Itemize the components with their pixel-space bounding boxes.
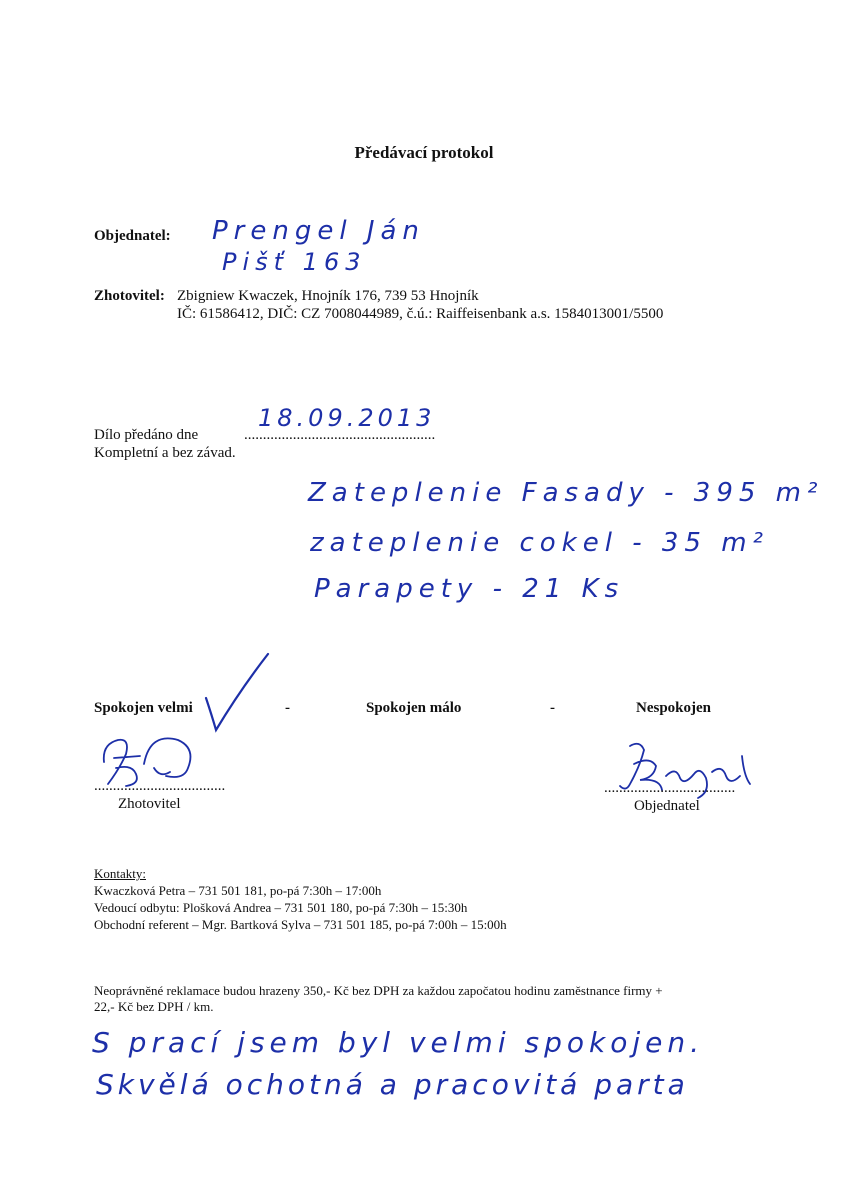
dilo-date-hand: 18.09.2013: [258, 404, 436, 432]
objednatel-label: Objednatel:: [94, 228, 171, 244]
zhotovitel-sign-dots: ...................................: [94, 778, 226, 794]
objednatel-hand-address: Pišť 163: [222, 248, 367, 276]
objednatel-hand-name: Prengel Ján: [212, 216, 425, 246]
satisfaction-dash-2: -: [550, 700, 555, 716]
work-item-1: Zateplenie Fasady - 395 m²: [308, 478, 824, 508]
satisfaction-dash-1: -: [285, 700, 290, 716]
document-title: Předávací protokol: [354, 143, 494, 162]
handwritten-comment-1: S prací jsem byl velmi spokojen.: [92, 1026, 705, 1059]
satisfaction-little: Spokojen málo: [366, 700, 462, 716]
handwritten-comment-2: Skvělá ochotná a pracovitá parta: [96, 1068, 689, 1101]
contact-line: Vedoucí odbytu: Plošková Andrea – 731 501 180, po-pá 7:30h – 15:30h: [94, 900, 468, 915]
notice-line-2: 22,- Kč bez DPH / km.: [94, 999, 214, 1014]
work-item-3: Parapety - 21 Ks: [314, 574, 625, 604]
objednatel-sign-label: Objednatel: [634, 798, 700, 814]
contacts-heading: Kontakty:: [94, 866, 146, 881]
zhotovitel-label: Zhotovitel:: [94, 288, 165, 304]
dilo-predano-label: Dílo předáno dne: [94, 427, 199, 443]
checkmark-icon: [200, 650, 280, 740]
zhotovitel-sign-label: Zhotovitel: [118, 796, 181, 812]
contact-line: Obchodní referent – Mgr. Bartková Sylva – 731 501 185, po-pá 7:00h – 15:00h: [94, 917, 507, 932]
kompletni-text: Kompletní a bez závad.: [94, 445, 236, 461]
contact-line: Kwaczková Petra – 731 501 181, po-pá 7:30h – 17:00h: [94, 883, 382, 898]
objednatel-sign-dots: ...................................: [604, 780, 736, 796]
satisfaction-very: Spokojen velmi: [94, 700, 193, 716]
dilo-dots: ...................................................: [244, 427, 436, 443]
notice-line-1: Neoprávněné reklamace budou hrazeny 350,- Kč bez DPH za každou započatou hodinu zaměstnance firmy +: [94, 983, 663, 998]
zhotovitel-address: Zbigniew Kwaczek, Hnojník 176, 739 53 Hnojník: [177, 288, 479, 304]
work-item-2: zateplenie cokel - 35 m²: [310, 528, 769, 558]
satisfaction-not: Nespokojen: [636, 700, 712, 716]
zhotovitel-ids: IČ: 61586412, DIČ: CZ 7008044989, č.ú.: Raiffeisenbank a.s. 1584013001/5500: [177, 306, 664, 322]
